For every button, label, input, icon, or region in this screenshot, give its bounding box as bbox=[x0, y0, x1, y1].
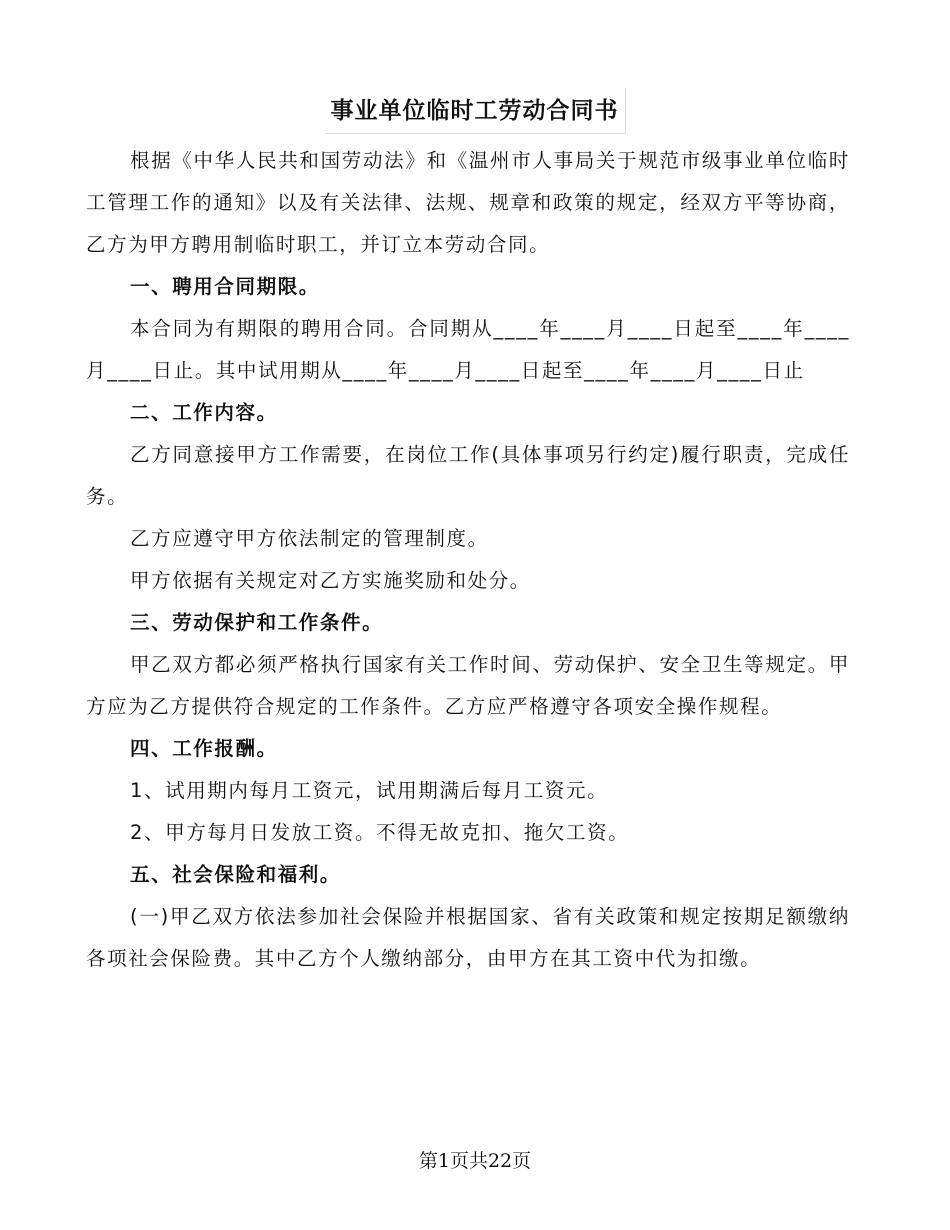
insurance-paragraph: (一)甲乙双方依法参加社会保险并根据国家、省有关政策和规定按期足额缴纳各项社会保险费。其中乙方个人缴纳部分，由甲方在其工资中代为扣缴。 bbox=[86, 905, 850, 970]
document-body bbox=[86, 140, 850, 980]
page-number: 第1页共22页 bbox=[418, 1150, 532, 1172]
pay-paragraph-1: 1、试用期内每月工资元，试用期满后每月工资元。 bbox=[130, 779, 609, 802]
work-content-paragraph-3: 甲方依据有关规定对乙方实施奖励和处分。 bbox=[130, 569, 531, 592]
section-heading-protection: 三、劳动保护和工作条件。 bbox=[130, 611, 384, 634]
work-content-paragraph-2: 乙方应遵守甲方依法制定的管理制度。 bbox=[130, 527, 489, 550]
protection-paragraph: 甲乙双方都必须严格执行国家有关工作时间、劳动保护、安全卫生等规定。甲方应为乙方提供符合规定的工作条件。乙方应严格遵守各项安全操作规程。 bbox=[86, 653, 850, 718]
section-heading-term: 一、聘用合同期限。 bbox=[130, 275, 320, 298]
work-content-paragraph-1: 乙方同意接甲方工作需要，在岗位工作(具体事项另行约定)履行职责，完成任务。 bbox=[86, 443, 850, 508]
section-heading-insurance: 五、社会保险和福利。 bbox=[130, 863, 342, 886]
section-heading-pay: 四、工作报酬。 bbox=[130, 737, 278, 760]
pay-paragraph-2: 2、甲方每月日发放工资。不得无故克扣、拖欠工资。 bbox=[130, 821, 630, 844]
section-heading-work-content: 二、工作内容。 bbox=[130, 401, 278, 424]
document-title: 事业单位临时工劳动合同书 bbox=[325, 88, 626, 134]
title-area bbox=[0, 88, 950, 134]
intro-paragraph: 根据《中华人民共和国劳动法》和《温州市人事局关于规范市级事业单位临时工管理工作的通知》以及有关法律、法规、规章和政策的规定，经双方平等协商，乙方为甲方聘用制临时职工，并订立本劳动合同。 bbox=[86, 149, 850, 256]
term-paragraph: 本合同为有期限的聘用合同。合同期从____年____月____日起至____年____月____日止。其中试用期从____年____月____日起至____年____月____日止 bbox=[86, 317, 850, 382]
